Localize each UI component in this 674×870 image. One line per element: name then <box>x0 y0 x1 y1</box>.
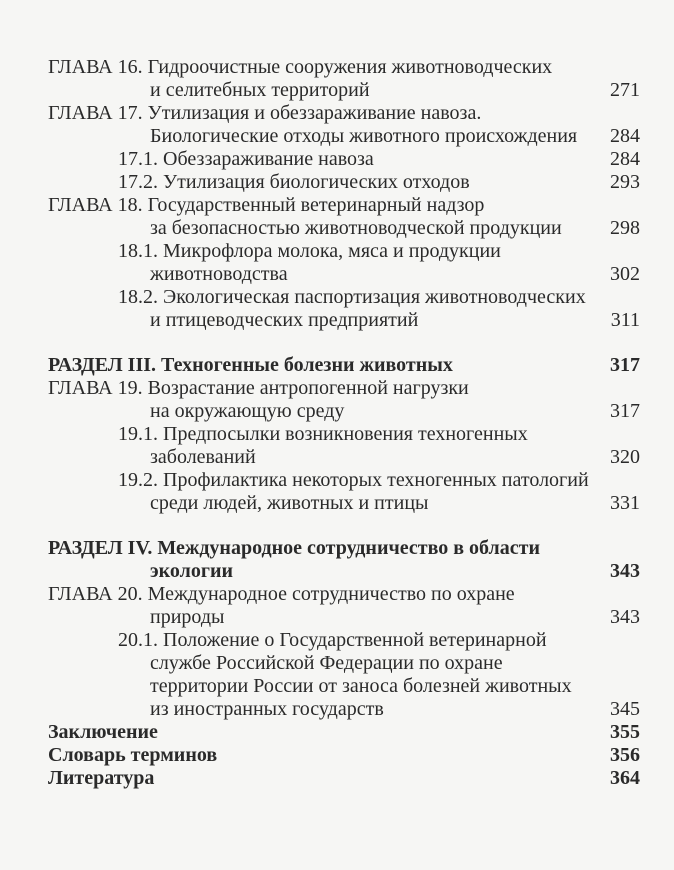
toc-entry-backmatter <box>0 721 674 744</box>
toc-page-number: 298 <box>610 217 640 239</box>
toc-page-number: 343 <box>610 606 640 628</box>
toc-entry-title: ГЛАВА 16. Гидроочистные сооружения животноводческих <box>48 56 553 78</box>
toc-entry-subsection <box>0 286 674 332</box>
table-of-contents <box>0 56 674 790</box>
toc-line <box>0 217 674 240</box>
toc-line <box>0 102 674 125</box>
toc-line <box>0 767 674 790</box>
toc-line <box>0 125 674 148</box>
toc-line <box>0 240 674 263</box>
toc-line <box>0 537 674 560</box>
toc-line <box>0 400 674 423</box>
toc-page-number: 356 <box>610 744 640 766</box>
toc-page-number: 345 <box>610 698 640 720</box>
toc-page-number: 293 <box>610 171 640 193</box>
toc-line <box>0 698 674 721</box>
toc-entry-title: и птицеводческих предприятий <box>150 309 419 331</box>
toc-line <box>0 721 674 744</box>
toc-entry-title: и селитебных территорий <box>150 79 370 101</box>
toc-line <box>0 354 674 377</box>
toc-page-number: 343 <box>610 560 640 582</box>
toc-entry-title: 19.1. Предпосылки возникновения техногенных <box>118 423 528 445</box>
toc-line <box>0 560 674 583</box>
toc-line <box>0 56 674 79</box>
toc-line <box>0 377 674 400</box>
toc-entry-chapter <box>0 583 674 629</box>
toc-entry-title: ГЛАВА 18. Государственный ветеринарный надзор <box>48 194 485 216</box>
toc-page-number: 317 <box>610 354 640 376</box>
toc-entry-title: Биологические отходы животного происхождения <box>150 125 578 147</box>
toc-page-number: 284 <box>610 148 640 170</box>
toc-line <box>0 629 674 652</box>
toc-line <box>0 148 674 171</box>
toc-line <box>0 652 674 675</box>
toc-line <box>0 606 674 629</box>
toc-entry-title: 18.1. Микрофлора молока, мяса и продукции <box>118 240 501 262</box>
toc-entry-title: 19.2. Профилактика некоторых техногенных патологий <box>118 469 589 491</box>
toc-page-number: 311 <box>610 309 640 331</box>
toc-entry-subsection <box>0 423 674 469</box>
toc-entry-title: на окружающую среду <box>150 400 345 422</box>
toc-entry-title: из иностранных государств <box>150 698 384 720</box>
toc-page-number: 302 <box>610 263 640 285</box>
toc-entry-title: ГЛАВА 17. Утилизация и обеззараживание навоза. <box>48 102 482 124</box>
toc-entry-chapter <box>0 377 674 423</box>
toc-page-number: 271 <box>610 79 640 101</box>
toc-entry-title: РАЗДЕЛ IV. Международное сотрудничество в области <box>48 537 540 559</box>
toc-entry-title: РАЗДЕЛ III. Техногенные болезни животных <box>48 354 453 376</box>
toc-entry-title: за безопасностью животноводческой продукции <box>150 217 562 239</box>
toc-entry-title: Литература <box>48 767 155 789</box>
toc-page-number: 320 <box>610 446 640 468</box>
toc-page-number: 355 <box>610 721 640 743</box>
toc-entry-title: экологии <box>150 560 233 582</box>
toc-entry-title: заболеваний <box>150 446 256 468</box>
toc-entry-backmatter <box>0 744 674 767</box>
toc-line <box>0 263 674 286</box>
toc-line <box>0 744 674 767</box>
toc-line <box>0 286 674 309</box>
toc-entry-subsection <box>0 148 674 171</box>
toc-entry-section <box>0 537 674 583</box>
toc-entry-subsection <box>0 240 674 286</box>
toc-entry-title: природы <box>150 606 225 628</box>
toc-entry-subsection <box>0 469 674 515</box>
toc-line <box>0 446 674 469</box>
toc-entry-title: территории России от заноса болезней животных <box>150 675 572 697</box>
toc-entry-section <box>0 354 674 377</box>
toc-entry-title: 20.1. Положение о Государственной ветеринарной <box>118 629 547 651</box>
toc-entry-title: 17.1. Обеззараживание навоза <box>118 148 374 170</box>
toc-entry-chapter <box>0 194 674 240</box>
toc-page-number: 317 <box>610 400 640 422</box>
toc-entry-title: животноводства <box>150 263 288 285</box>
toc-entry-title: 17.2. Утилизация биологических отходов <box>118 171 470 193</box>
toc-entry-title: Заключение <box>48 721 158 743</box>
toc-entry-chapter <box>0 56 674 102</box>
toc-page-number: 284 <box>610 125 640 147</box>
toc-line <box>0 194 674 217</box>
toc-entry-subsection <box>0 171 674 194</box>
toc-page-number: 364 <box>610 767 640 789</box>
toc-line <box>0 423 674 446</box>
toc-line <box>0 309 674 332</box>
toc-line <box>0 79 674 102</box>
toc-entry-backmatter <box>0 767 674 790</box>
toc-entry-title: среди людей, животных и птицы <box>150 492 429 514</box>
toc-entry-title: Словарь терминов <box>48 744 218 766</box>
toc-entry-title: ГЛАВА 20. Международное сотрудничество по охране <box>48 583 515 605</box>
toc-line <box>0 492 674 515</box>
toc-line <box>0 675 674 698</box>
toc-entry-title: 18.2. Экологическая паспортизация животноводческих <box>118 286 586 308</box>
toc-line <box>0 171 674 194</box>
toc-line <box>0 469 674 492</box>
toc-entry-title: службе Российской Федерации по охране <box>150 652 503 674</box>
toc-entry-chapter <box>0 102 674 148</box>
toc-entry-subsection <box>0 629 674 721</box>
toc-page-number: 331 <box>610 492 640 514</box>
toc-line <box>0 583 674 606</box>
toc-entry-title: ГЛАВА 19. Возрастание антропогенной нагрузки <box>48 377 469 399</box>
